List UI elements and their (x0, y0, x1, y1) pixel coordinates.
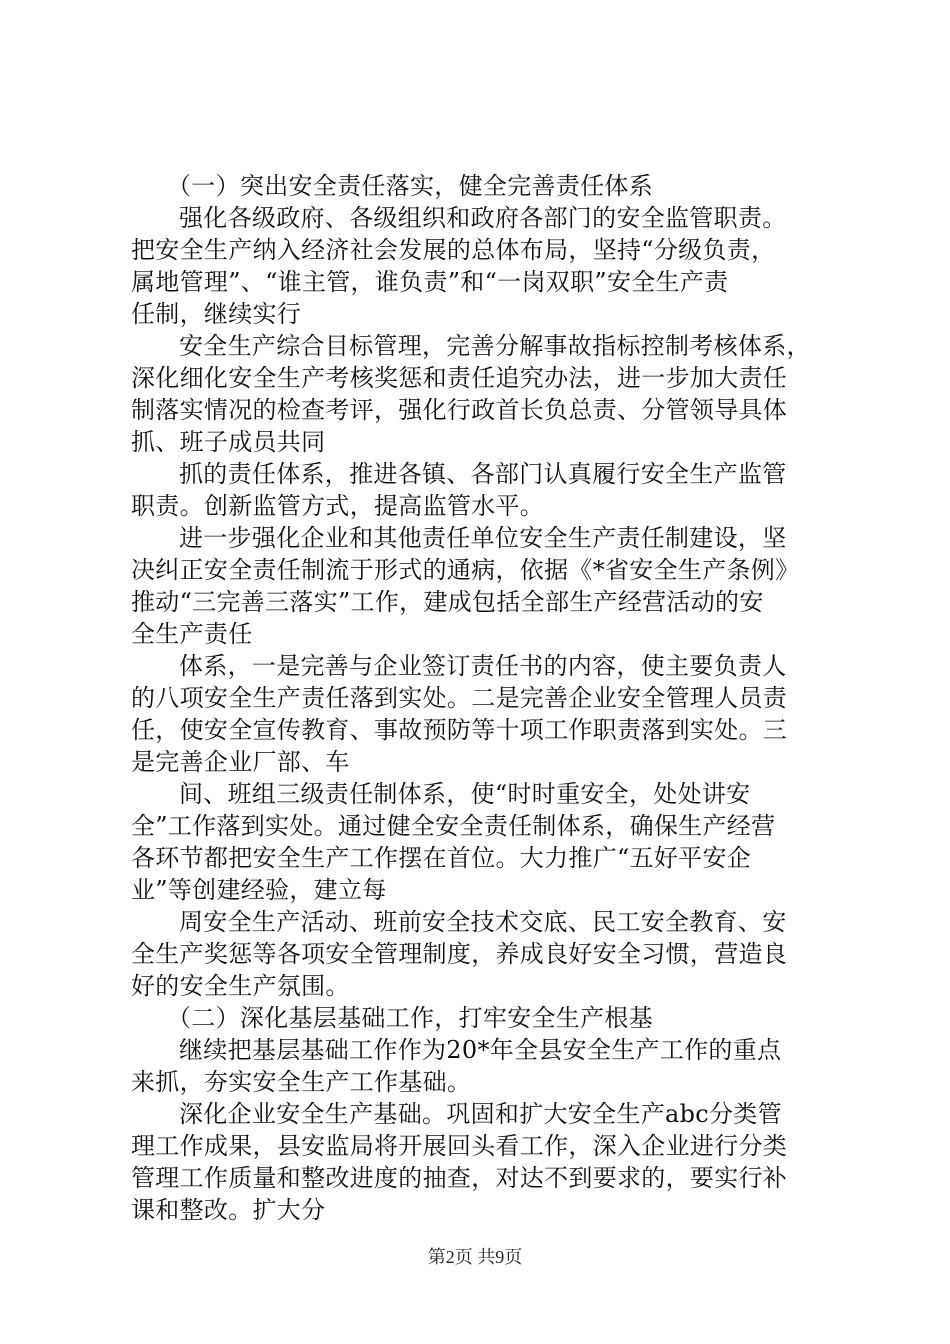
section-heading-2: （二）深化基层基础工作，打牢安全生产根基 (167, 1004, 653, 1032)
paragraph-line: 全”工作落到实处。通过健全安全责任制体系，确保生产经营 (131, 812, 776, 840)
paragraph-line: 全生产奖惩等各项安全管理制度，养成良好安全习惯，营造良 (131, 940, 788, 968)
paragraph-line: 安全生产综合目标管理，完善分解事故指标控制考核体系， (179, 332, 811, 360)
paragraph-line: 决纠正安全责任制流于形式的通病，依据《*省安全生产条例》 (131, 556, 800, 584)
paragraph-line: 的八项安全生产责任落到实处。二是完善企业安全管理人员责 (131, 684, 788, 712)
paragraph-line: 进一步强化企业和其他责任单位安全生产责任制建设，坚 (179, 524, 787, 552)
paragraph-line: 深化企业安全生产基础。巩固和扩大安全生产abc分类管 (179, 1100, 782, 1128)
paragraph-line: 任，使安全宣传教育、事故预防等十项工作职责落到实处。三 (131, 716, 788, 744)
paragraph-line: 继续把基层基础工作作为20*年全县安全生产工作的重点 (179, 1036, 782, 1064)
page-number-footer: 第2页 共9页 (427, 1247, 523, 1267)
paragraph-line: 抓、班子成员共同 (131, 428, 326, 456)
paragraph-line: 把安全生产纳入经济社会发展的总体布局，坚持“分级负责， (131, 236, 776, 264)
paragraph-line: 各环节都把安全生产工作摆在首位。大力推广“五好平安企 (131, 844, 752, 872)
paragraph-line: 深化细化安全生产考核奖惩和责任追究办法，进一步加大责任 (131, 364, 788, 392)
paragraph-line: 推动“三完善三落实”工作，建成包括全部生产经营活动的安 (131, 588, 764, 616)
paragraph-line: 抓的责任体系，推进各镇、各部门认真履行安全生产监管 (179, 460, 787, 488)
paragraph-line: 职责。创新监管方式，提高监管水平。 (131, 492, 545, 520)
section-heading-1: （一）突出安全责任落实，健全完善责任体系 (167, 172, 653, 200)
paragraph-line: 课和整改。扩大分 (131, 1196, 326, 1224)
paragraph-line: 全生产责任 (131, 620, 253, 648)
document-body (131, 170, 841, 1226)
paragraph-line: 制落实情况的检查考评，强化行政首长负总责、分管领导具体 (131, 396, 788, 424)
paragraph-line: 周安全生产活动、班前安全技术交底、民工安全教育、安 (179, 908, 787, 936)
paragraph-line: 管理工作质量和整改进度的抽查，对达不到要求的，要实行补 (131, 1164, 788, 1192)
paragraph-line: 强化各级政府、各级组织和政府各部门的安全监管职责。 (179, 204, 787, 232)
paragraph-line: 理工作成果，县安监局将开展回头看工作，深入企业进行分类 (131, 1132, 788, 1160)
paragraph-line: 间、班组三级责任制体系，使“时时重安全，处处讲安 (179, 780, 751, 808)
paragraph-line: 是完善企业厂部、车 (131, 748, 350, 776)
paragraph-line: 来抓，夯实安全生产工作基础。 (131, 1068, 472, 1096)
paragraph-line: 任制，继续实行 (131, 300, 302, 328)
paragraph-line: 好的安全生产氛围。 (131, 972, 350, 1000)
paragraph-line: 属地管理”、“谁主管，谁负责”和“一岗双职”安全生产责 (131, 268, 729, 296)
paragraph-line: 体系，一是完善与企业签订责任书的内容，使主要负责人 (179, 652, 787, 680)
paragraph-line: 业”等创建经验，建立每 (131, 876, 387, 904)
